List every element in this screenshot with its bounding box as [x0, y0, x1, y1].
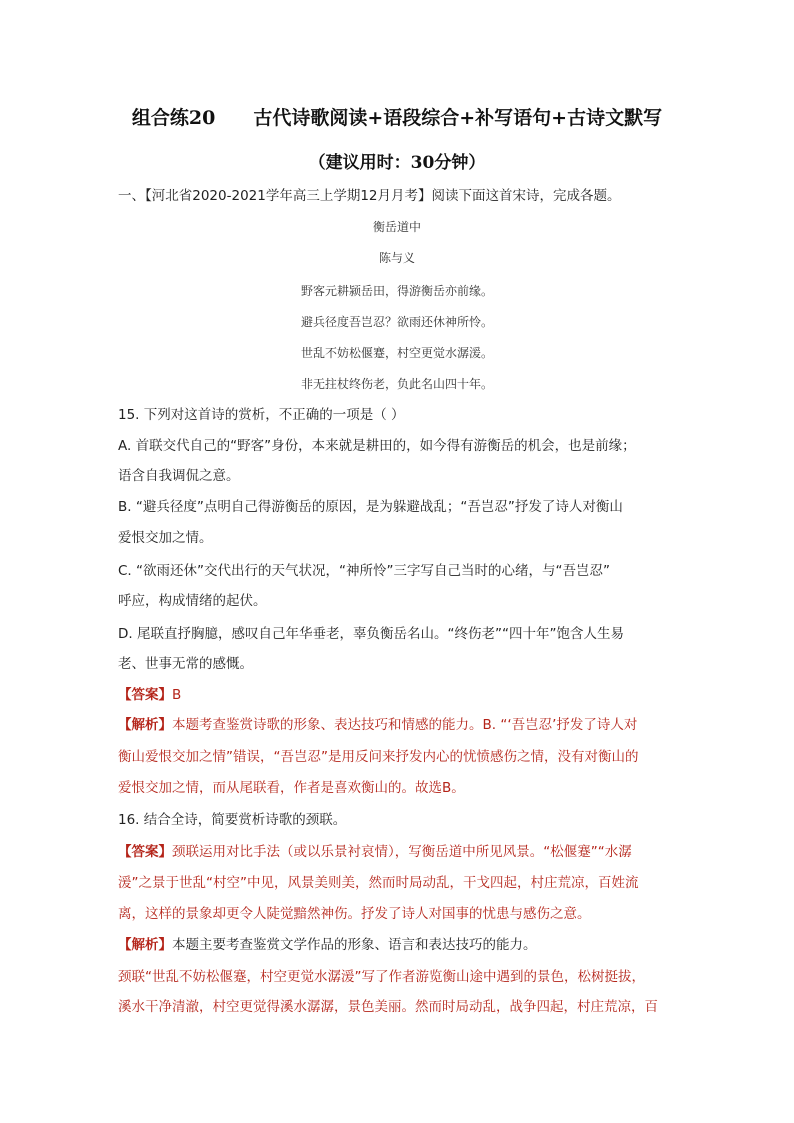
analysis-16 [118, 935, 678, 955]
poem-line: 避兵径度吾岂忍？欲雨还休神所怜。 [300, 315, 493, 329]
analysis-text: 本题主要考查鉴赏文学作品的形象、语言和表达技巧的能力。 [172, 937, 537, 953]
poem-line: 野客元耕颍岳田，得游衡岳亦前缘。 [300, 284, 493, 298]
answer-value: B [172, 687, 182, 703]
option-a: A. 首联交代自己的“野客”身份，本来就是耕田的，如今得有游衡岳的机会，也是前缘； [118, 438, 636, 454]
poem-line: 非无拄杖终伤老，负此名山四十年。 [300, 377, 493, 391]
answer-text: 颈联运用对比手法（或以乐景衬哀情），写衡岳道中所见风景。“松偃蹇”“水潺 [172, 844, 632, 860]
answer-15 [118, 685, 678, 705]
analysis-15 [118, 715, 678, 735]
analysis-15-cont: 爱恨交加之情，而从尾联看，作者是喜欢衡山的。故选B。 [118, 780, 465, 796]
analysis-16-cont: 溪水干净清澈，村空更觉得溪水潺潺，景色美丽。然而时局动乱，战争四起，村庄荒凉，百 [118, 999, 658, 1015]
analysis-16-cont: 颈联“世乱不妨松偃蹇，村空更觉水潺湲”写了作者游览衡山途中遇到的景色，松树挺拔， [118, 969, 645, 985]
option-c: C. “欲雨还休”交代出行的天气状况，“神所怜”三字写自己当时的心绪，与“吾岂忍” [118, 563, 610, 579]
analysis-tag: 【解析】 [118, 937, 172, 953]
option-b-cont: 爱恨交加之情。 [118, 530, 213, 546]
option-c-cont: 呼应，构成情绪的起伏。 [118, 593, 267, 609]
option-d: D. 尾联直抒胸臆，感叹自己年华垂老，辜负衡岳名山。“终伤老”“四十年”饱含人生易 [118, 626, 624, 642]
answer-tag: 【答案】 [118, 687, 172, 703]
answer-16-cont: 离，这样的景象却更令人陡觉黯然神伤。抒发了诗人对国事的忧患与感伤之意。 [118, 906, 591, 922]
analysis-tag: 【解析】 [118, 717, 172, 733]
poem-author: 陈与义 [378, 251, 415, 265]
section-intro: 一、【河北省2020-2021学年高三上学期12月月考】阅读下面这首宋诗，完成各题。 [118, 188, 621, 204]
option-b: B. “避兵径度”点明自己得游衡岳的原因，是为躲避战乱；“吾岂忍”抒发了诗人对衡山 [118, 499, 623, 515]
poem-title: 衡岳道中 [372, 220, 421, 234]
page-subtitle: （建议用时：30分钟） [308, 153, 486, 173]
analysis-15-cont: 衡山爱恨交加之情”错误，“吾岂忍”是用反问来抒发内心的忧愤感伤之情，没有对衡山的 [118, 749, 639, 765]
poem-line: 世乱不妨松偃蹇，村空更觉水潺湲。 [300, 346, 493, 360]
answer-16 [118, 842, 678, 862]
question-15-stem: 15. 下列对这首诗的赏析，不正确的一项是（ ） [118, 407, 405, 423]
analysis-text: 本题考查鉴赏诗歌的形象、表达技巧和情感的能力。B. “‘吾岂忍’抒发了诗人对 [172, 717, 638, 733]
answer-16-cont: 湲”之景于世乱“村空”中见，风景美则美，然而时局动乱，干戈四起，村庄荒凉，百姓流 [118, 875, 639, 891]
page-title: 组合练20 古代诗歌阅读+语段综合+补写语句+古诗文默写 [131, 107, 663, 129]
option-a-cont: 语含自我调侃之意。 [118, 468, 240, 484]
answer-tag: 【答案】 [118, 844, 172, 860]
question-16-stem: 16. 结合全诗，简要赏析诗歌的颈联。 [118, 812, 347, 828]
option-d-cont: 老、世事无常的感慨。 [118, 656, 253, 672]
